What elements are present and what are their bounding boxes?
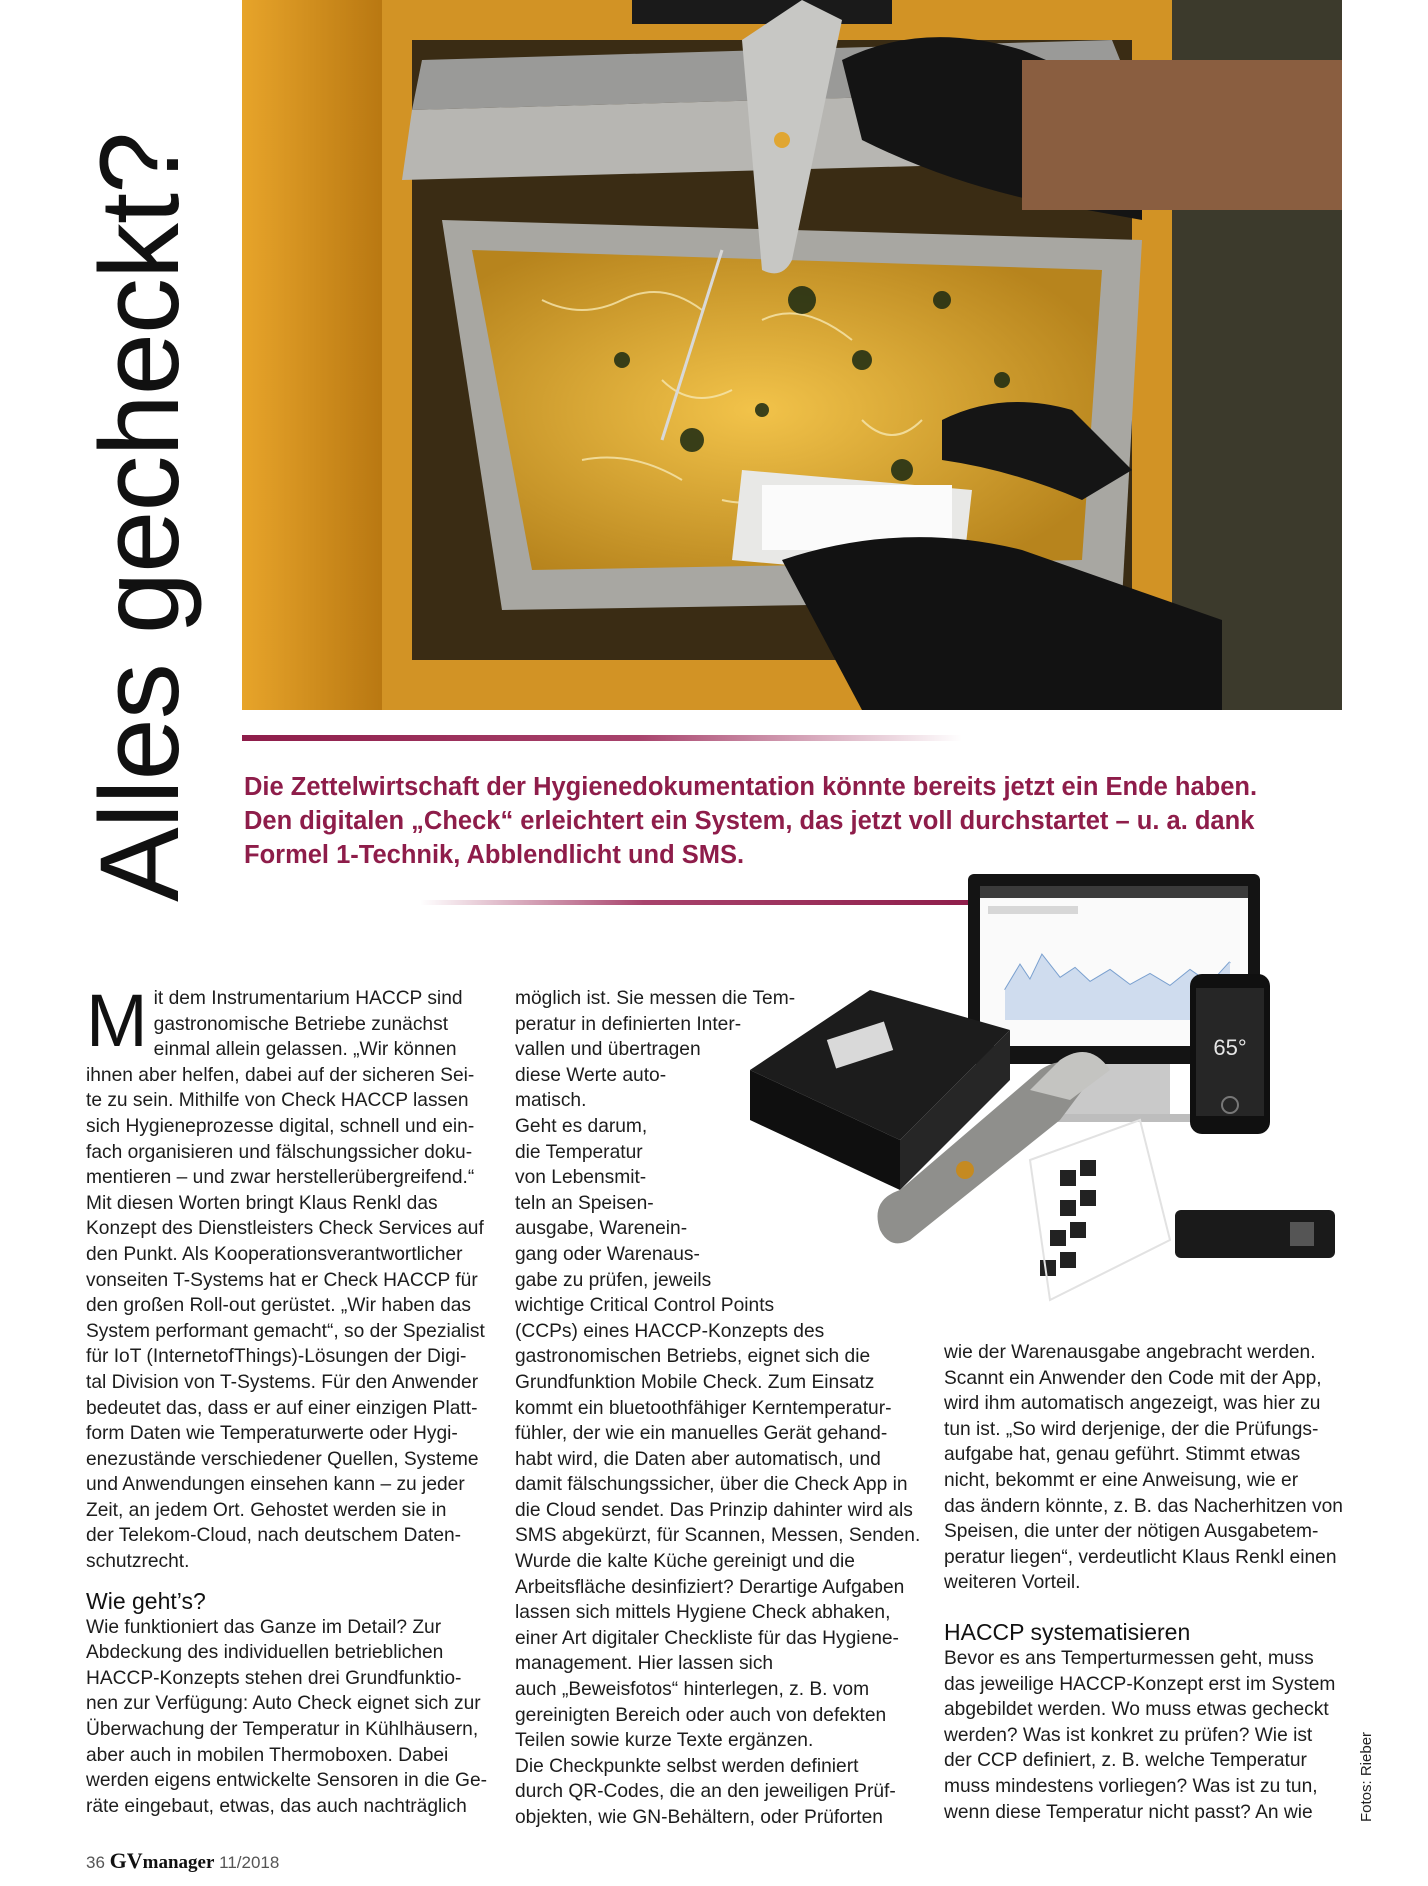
text-line: SMS abgekürzt, für Scannen, Messen, Senden. [515, 1525, 921, 1547]
text-line: gang oder Warenaus- [515, 1243, 700, 1265]
text-line: der CCP definiert, z. B. welche Temperatur [944, 1750, 1307, 1772]
logo-gv: GV [109, 1848, 143, 1873]
text-line: für IoT (InternetofThings)-Lösungen der Digi- [86, 1346, 467, 1368]
text-line: Grundfunktion Mobile Check. Zum Einsatz [515, 1371, 875, 1393]
lead-line: Die Zettelwirtschaft der Hygienedokumentation könnte bereits jetzt ein Ende haben. [244, 773, 1258, 801]
text-line: mentieren – und zwar herstellerübergreifend.“ [86, 1167, 475, 1189]
text-line: gastronomische Betriebe zunächst [153, 1013, 449, 1035]
text-line: gereinigten Bereich oder auch von defekten [515, 1704, 887, 1726]
section-heading: Wie geht’s? [86, 1587, 206, 1614]
text-line: schutzrecht. [86, 1551, 190, 1573]
text-line: Abdeckung des individuellen betrieblichen [86, 1642, 444, 1664]
text-line: gastronomischen Betriebs, eignet sich die [515, 1346, 871, 1368]
issue-date: 11/2018 [219, 1853, 280, 1872]
text-line: tun ist. „So wird derjenige, der die Prüfungs- [944, 1418, 1319, 1440]
column-3 [944, 1340, 1342, 1825]
text-line: gabe zu prüfen, jeweils [515, 1269, 712, 1291]
divider-top [242, 735, 962, 741]
text-line: Mit diesen Worten bringt Klaus Renkl das [86, 1192, 438, 1214]
text-line: habt wird, die Daten aber automatisch, und [515, 1448, 881, 1470]
text-line: vallen und übertragen [515, 1039, 701, 1061]
text-line: den Punkt. Als Kooperationsverantwortlicher [86, 1243, 463, 1265]
text-line: auch „Beweisfotos“ hinterlegen, z. B. vom [515, 1679, 870, 1701]
text-line: wichtige Critical Control Points [515, 1295, 775, 1317]
text-line: fühler, der wie ein manuelles Gerät gehand- [515, 1423, 888, 1445]
text-line: Geht es darum, [515, 1115, 648, 1137]
text-line: (CCPs) eines HACCP-Konzepts des [515, 1320, 825, 1342]
text-line: te zu sein. Mithilfe von Check HACCP lassen [86, 1090, 469, 1112]
text-line: und Anwendungen einsehen kann – zu jeder [86, 1474, 465, 1496]
text-line: lassen sich mittels Hygiene Check abhaken, [515, 1602, 891, 1624]
text-line: einmal allein gelassen. „Wir können [153, 1039, 457, 1061]
text-line: nicht, bekommt er eine Anweisung, wie er [944, 1469, 1299, 1491]
text-line: sich Hygieneprozesse digital, schnell und ein- [86, 1115, 475, 1137]
text-line: muss mindestens vorliegen? Was ist zu tun, [944, 1775, 1318, 1797]
text-line: der Telekom-Cloud, nach deutschem Daten- [86, 1525, 462, 1547]
column-1 [86, 979, 488, 1819]
phone-reading: 65° [1213, 1035, 1247, 1060]
text-line: aber auch in mobilen Thermoboxen. Dabei [86, 1744, 449, 1766]
text-line: Bevor es ans Temperturmessen geht, muss [944, 1647, 1314, 1669]
text-line: durch QR-Codes, die an den jeweiligen Prüf- [515, 1781, 896, 1803]
text-line: teln an Speisen- [515, 1192, 654, 1214]
text-line: die Temperatur [515, 1141, 643, 1163]
lead-paragraph [244, 770, 1324, 872]
text-line: einer Art digitaler Checkliste für das Hygiene- [515, 1627, 899, 1649]
text-line: werden eigens entwickelte Sensoren in die Ge- [86, 1770, 488, 1792]
text-line: wenn diese Temperatur nicht passt? An wie [944, 1801, 1313, 1823]
text-line: fach organisieren und fälschungssicher doku- [86, 1141, 473, 1163]
text-line: den großen Roll-out gerüstet. „Wir haben das [86, 1295, 472, 1317]
text-line: Teilen sowie kurze Texte ergänzen. [515, 1730, 814, 1752]
magazine-logo [109, 1848, 215, 1873]
text-line: möglich ist. Sie messen die Tem- [515, 988, 796, 1009]
text-line: matisch. [515, 1090, 587, 1112]
dropcap: M [86, 979, 148, 1062]
text-line: werden? Was ist konkret zu prüfen? Wie ist [944, 1724, 1313, 1746]
text-line: form Daten wie Temperaturwerte oder Hygi- [86, 1423, 458, 1445]
text-line: räte eingebaut, etwas, das auch nachträglich [86, 1795, 467, 1817]
text-line: von Lebensmit- [515, 1167, 647, 1189]
text-line: Die Checkpunkte selbst werden definiert [515, 1755, 859, 1777]
text-line: das ändern könnte, z. B. das Nacherhitzen von [944, 1495, 1343, 1517]
text-line: Konzept des Dienstleisters Check Services auf [86, 1218, 484, 1240]
text-line: wird ihm automatisch angezeigt, was hier zu [944, 1393, 1321, 1415]
text-line: tal Division von T-Systems. Für den Anwender [86, 1371, 479, 1393]
text-line: kommt ein bluetoothfähiger Kerntemperatur- [515, 1397, 892, 1419]
page-footer [86, 1848, 279, 1874]
section-heading: HACCP systematisieren [944, 1618, 1191, 1645]
text-line: peratur liegen“, verdeutlicht Klaus Renkl einen [944, 1546, 1337, 1568]
photo-credit: Fotos: Rieber [1358, 1731, 1375, 1822]
text-line: diese Werte auto- [515, 1064, 667, 1086]
text-line: die Cloud sendet. Das Prinzip dahinter wird als [515, 1499, 913, 1521]
text-line: aufgabe hat, genau geführt. Stimmt etwas [944, 1444, 1301, 1466]
text-line: weiteren Vorteil. [944, 1572, 1081, 1594]
text-line: peratur in definierten Inter- [515, 1013, 742, 1035]
hero-photo [242, 0, 1342, 710]
logo-manager: manager [142, 1852, 215, 1873]
text-line: HACCP-Konzepts stehen drei Grundfunktio- [86, 1667, 462, 1689]
text-line: Scannt ein Anwender den Code mit der App, [944, 1367, 1322, 1389]
text-line: damit fälschungssicher, über die Check App in [515, 1474, 908, 1496]
text-line: Arbeitsfläche desinfiziert? Derartige Aufgaben [515, 1576, 905, 1598]
lead-line: Den digitalen „Check“ erleichtert ein System, das jetzt voll durchstartet – u. a. dank [244, 807, 1255, 835]
text-line: abgebildet werden. Wo muss etwas gecheckt [944, 1699, 1329, 1721]
article-title: Alles gecheckt? [77, 132, 202, 902]
text-line: das jeweilige HACCP-Konzept erst im System [944, 1673, 1336, 1695]
text-line: it dem Instrumentarium HACCP sind [153, 988, 463, 1009]
text-line: management. Hier lassen sich [515, 1653, 774, 1675]
text-line: Überwachung der Temperatur in Kühlhäusern, [86, 1719, 479, 1741]
text-line: Speisen, die unter der nötigen Ausgabetem- [944, 1521, 1319, 1543]
text-line: vonseiten T-Systems hat er Check HACCP für [86, 1269, 478, 1291]
lead-line: Formel 1-Technik, Abblendlicht und SMS. [244, 841, 745, 869]
column-2 [515, 986, 921, 1831]
text-line: Wie funktioniert das Ganze im Detail? Zur [86, 1616, 442, 1638]
text-line: wie der Warenausgabe angebracht werden. [944, 1342, 1316, 1363]
text-line: System performant gemacht“, so der Spezialist [86, 1320, 485, 1342]
text-line: ausgabe, Warenein- [515, 1218, 688, 1240]
text-line: objekten, wie GN-Behältern, oder Prüforten [515, 1807, 883, 1828]
text-line: Zeit, an jedem Ort. Gehostet werden sie in [86, 1499, 447, 1521]
text-line: enezustände verschiedener Quellen, Systeme [86, 1448, 479, 1470]
text-line: bedeutet das, dass er auf einer einzigen Platt- [86, 1397, 478, 1419]
text-line: ihnen aber helfen, dabei auf der sicheren Sei- [86, 1064, 475, 1086]
page-number: 36 [86, 1853, 105, 1872]
text-line: Wurde die kalte Küche gereinigt und die [515, 1551, 855, 1573]
text-line: nen zur Verfügung: Auto Check eignet sich zur [86, 1693, 481, 1715]
